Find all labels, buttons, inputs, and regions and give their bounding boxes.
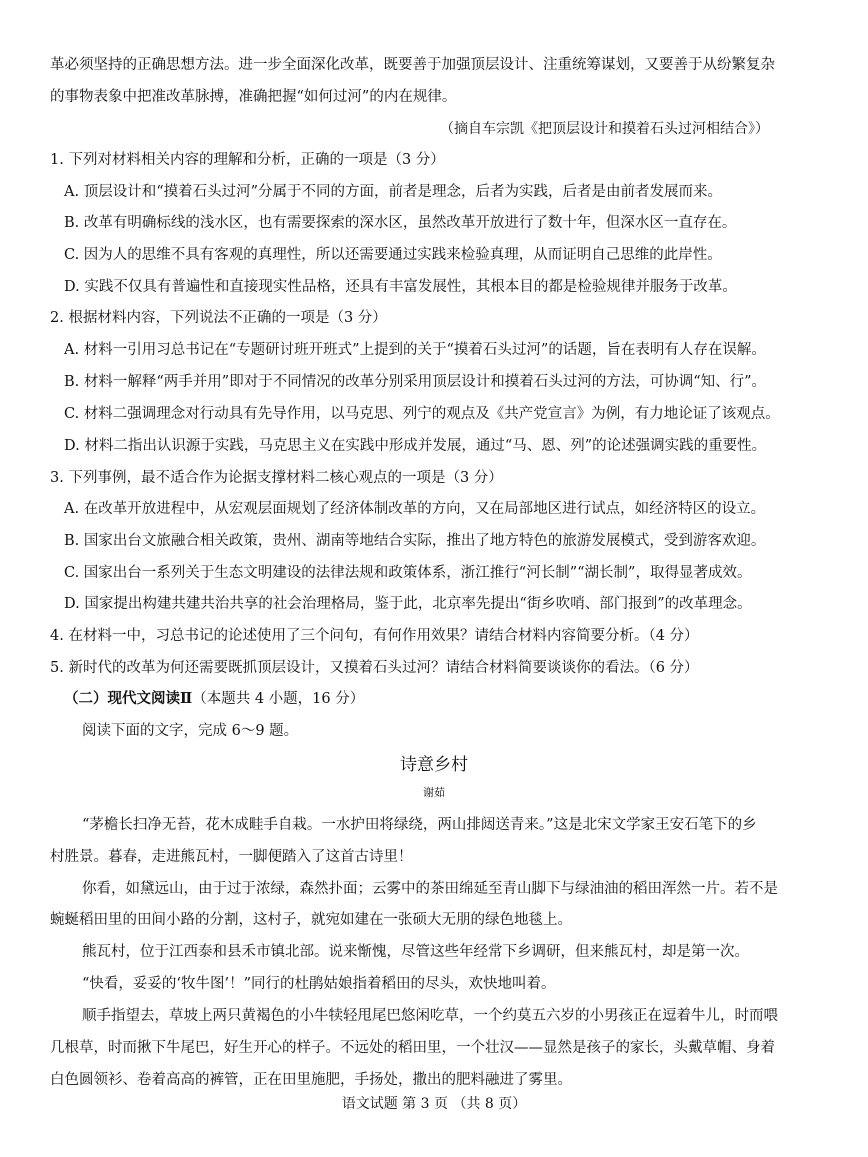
question-stem: 3. 下列事例，最不适合作为论据支撑材料二核心观点的一项是（3 分）: [50, 470, 503, 486]
page-footer: 语文试题 第 3 页 （共 8 页）: [341, 1096, 527, 1112]
intro-line: 的事物表象中把准改革脉搏，准确把握“如何过河”的内在规律。: [50, 89, 457, 105]
option-a: A. 在改革开放进程中，从宏观层面规划了经济体制改革的方向，又在局部地区进行试点，如经济特区的设立。: [64, 501, 766, 517]
question-stem: 2. 根据材料内容，下列说法不正确的一项是（3 分）: [50, 310, 387, 326]
option-b: B. 材料一解释“两手并用”即对于不同情况的改革分别采用顶层设计和摸着石头过河的方法，可协调“知、行”。: [64, 374, 767, 390]
article-paragraph-line: 几根草，时而揪下牛尾巴，好生开心的样子。不远处的稻田里，一个壮汉——显然是孩子的家长，头戴草帽、身着: [50, 1040, 775, 1056]
question-4: 4. 在材料一中，习总书记的论述使用了三个问句，有何作用效果？请结合材料内容简要分析。（4 分）: [50, 628, 699, 644]
article-paragraph-line: 蜿蜒稻田里的田间小路的分割，这村子，就宛如建在一张硕大无朋的绿色地毯上。: [50, 912, 572, 928]
section-heading: [64, 689, 364, 709]
article-author: 谢茹: [423, 786, 445, 799]
section-instruction: 阅读下面的文字，完成 6～9 题。: [82, 723, 299, 739]
option-a: A. 顶层设计和“摸着石头过河”分属于不同的方面，前者是理念，后者为实践，后者是由前者发展而来。: [64, 184, 723, 200]
article-title: 诗意乡村: [400, 755, 468, 775]
intro-line: 革必须坚持的正确思想方法。进一步全面深化改革，既要善于加强顶层设计、注重统筹谋划，又要善于从纷繁复杂: [50, 57, 775, 73]
option-d: D. 国家提出构建共建共治共享的社会治理格局，鉴于此，北京率先提出“街乡吹哨、部门报到”的改革理念。: [64, 596, 752, 612]
option-c: C. 因为人的思维不具有客观的真理性，所以还需要通过实践来检验真理，从而证明自己思维的此岸性。: [64, 247, 722, 263]
section-note: （本题共 4 小题，16 分）: [192, 691, 365, 707]
option-b: B. 改革有明确标线的浅水区，也有需要探索的深水区，虽然改革开放进行了数十年，但深水区一直存在。: [64, 215, 737, 231]
question-5: 5. 新时代的改革为何还需要既抓顶层设计，又摸着石头过河？请结合材料简要谈谈你的看法。（6 分）: [50, 660, 699, 676]
article-paragraph-line: 村胜景。暮春，走进熊瓦村，一脚便踏入了这首古诗里！: [50, 849, 413, 865]
article-paragraph-line: 熊瓦村，位于江西泰和县禾市镇北部。说来惭愧，尽管这些年经常下乡调研，但来熊瓦村，却是第一次。: [82, 944, 749, 960]
option-b: B. 国家出台文旅融合相关政策，贵州、湖南等地结合实际，推出了地方特色的旅游发展模式，受到游客欢迎。: [64, 533, 766, 549]
question-stem: 1. 下列对材料相关内容的理解和分析，正确的一项是（3 分）: [50, 152, 445, 168]
option-c: C. 材料二强调理念对行动具有先导作用，以马克思、列宁的观点及《共产党宣言》为例，有力地论证了该观点。: [64, 406, 780, 422]
option-d: D. 材料二指出认识源于实践，马克思主义在实践中形成并发展，通过“马、恩、列”的论述强调实践的重要性。: [64, 438, 767, 454]
article-paragraph-line: 白色圆领衫、卷着高高的裤管，正在田里施肥，手扬处，撒出的肥料融进了雾里。: [50, 1072, 572, 1088]
article-paragraph-line: 顺手指望去，草坡上两只黄褐色的小牛犊轻甩尾巴悠闲吃草，一个约莫五六岁的小男孩正在逗着牛儿，时而喂: [82, 1008, 778, 1024]
option-d: D. 实践不仅具有普遍性和直接现实性品格，还具有丰富发展性，其根本目的都是检验规律并服务于改革。: [64, 279, 737, 295]
option-a: A. 材料一引用习总书记在“专题研讨班开班式”上提到的关于“摸着石头过河”的话题，旨在表明有人存在误解。: [64, 342, 766, 358]
source-citation: （摘自车宗凯《把顶层设计和摸着石头过河相结合》）: [440, 121, 769, 137]
article-paragraph-line: 你看，如黛远山，由于过于浓绿，森然扑面；云雾中的茶田绵延至青山脚下与绿油油的稻田浑然一片。若不是: [82, 881, 778, 897]
option-c: C. 国家出台一系列关于生态文明建设的法律法规和政策体系，浙江推行“河长制”“湖长制”，取得显著成效。: [64, 565, 752, 581]
article-paragraph-line: “快看，妥妥的‘牧牛图’！”同行的杜鹃姑娘指着稻田的尽头，欢快地叫着。: [82, 976, 556, 992]
article-paragraph-line: “茅檐长扫净无苔，花木成畦手自栽。一水护田将绿绕，两山排闼送青来。”这是北宋文学家王安石笔下的乡: [82, 817, 757, 833]
section-title: （二）现代文阅读Ⅱ: [64, 690, 193, 707]
